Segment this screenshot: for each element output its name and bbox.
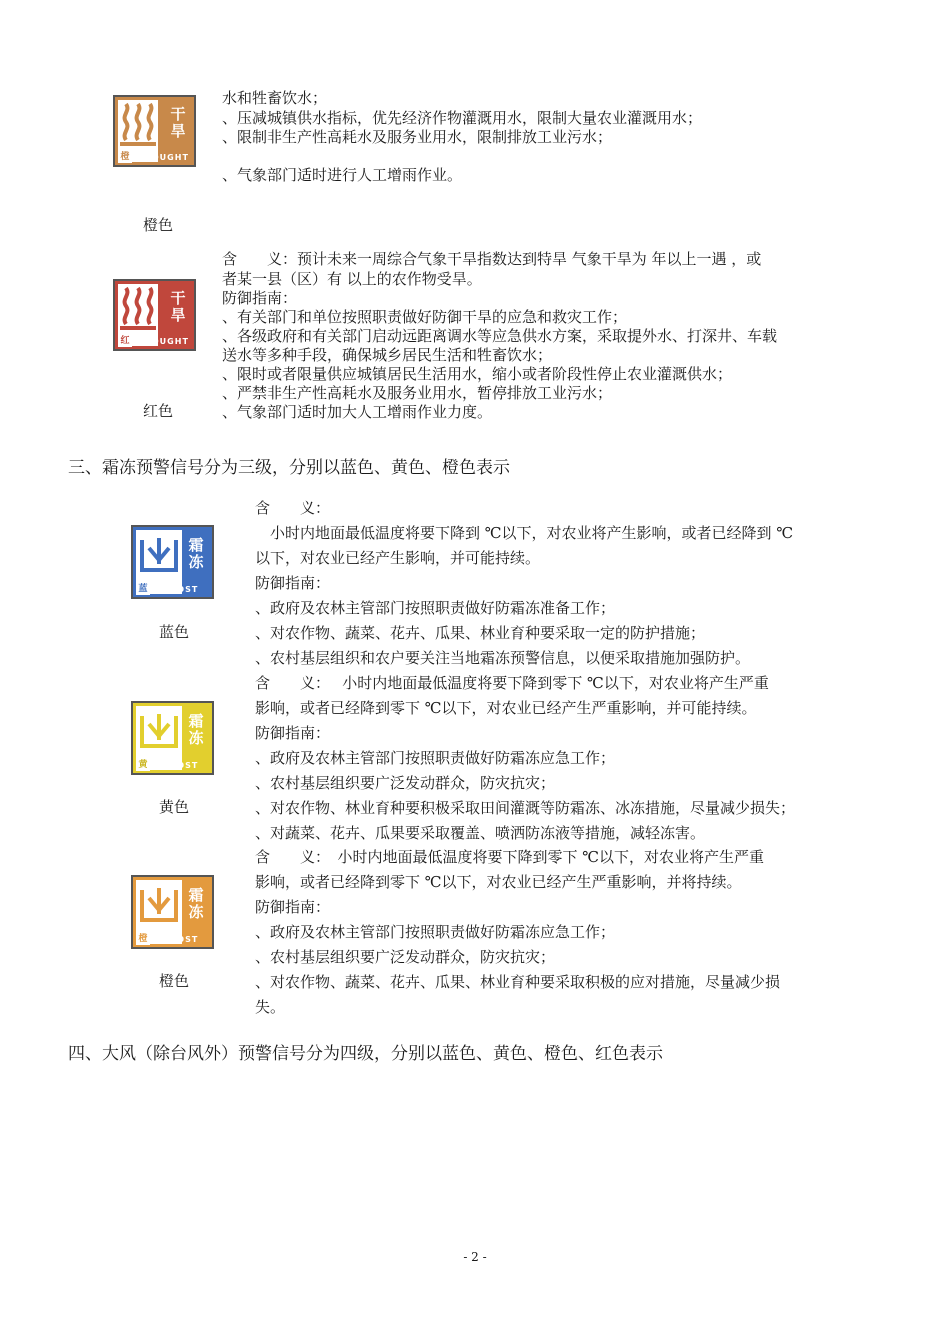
icon-char: 霜 bbox=[188, 536, 204, 554]
level-char: 橙 bbox=[136, 933, 150, 945]
color-label: 红色 bbox=[143, 402, 174, 420]
text-line: 、对农作物、蔬菜、花卉、瓜果、林业育种要采取一定的防护措施； bbox=[255, 624, 706, 642]
frost-orange-warning-icon bbox=[131, 875, 214, 949]
text-line: 以下，对农业已经产生影响，并可能持续。 bbox=[255, 549, 541, 567]
text-line: 、农村基层组织要广泛发动群众，防灾抗灾； bbox=[255, 948, 556, 966]
text-line: 、严禁非生产性高耗水及服务业用水，暂停排放工业污水； bbox=[222, 384, 613, 402]
text-line: 含 义：预计未来一周综合气象干旱指数达到特旱 气象干旱为 年以上一遇 ，或 bbox=[222, 250, 762, 268]
icon-english: FROST bbox=[163, 934, 199, 944]
icon-english: FROST bbox=[163, 584, 199, 594]
text-line: 、农村基层组织和农户要关注当地霜冻预警信息，以便采取措施加强防护。 bbox=[255, 649, 751, 667]
text-line: 防御指南： bbox=[255, 574, 331, 592]
frost-blue-warning-icon bbox=[131, 525, 214, 599]
text-line: 、气象部门适时进行人工增雨作业。 bbox=[222, 166, 463, 184]
text-line: 、各级政府和有关部门启动远距离调水等应急供水方案，采取提外水、打深井、车载 bbox=[222, 327, 778, 345]
icon-char: 干 bbox=[170, 289, 186, 307]
text-line: 失。 bbox=[255, 998, 286, 1016]
text-line: 防御指南： bbox=[255, 898, 331, 916]
text-line: 、压减城镇供水指标，优先经济作物灌溉用水，限制大量农业灌溉用水； bbox=[222, 109, 703, 127]
text-line: 、对农作物、蔬菜、花卉、瓜果、林业育种要采取积极的应对措施，尽量减少损 bbox=[255, 973, 781, 991]
text-line: 、限制非生产性高耗水及服务业用水，限制排放工业污水； bbox=[222, 128, 613, 146]
section-heading: 四、大风（除台风外）预警信号分为四级，分别以蓝色、黄色、橙色、红色表示 bbox=[68, 1044, 663, 1064]
text-line: 、政府及农林主管部门按照职责做好防霜冻应急工作； bbox=[255, 923, 616, 941]
text-line: 、气象部门适时加大人工增雨作业力度。 bbox=[222, 403, 493, 421]
icon-char: 干 bbox=[170, 105, 186, 123]
text-line: 影响，或者已经降到零下 ℃以下，对农业已经产生严重影响，并可能持续。 bbox=[255, 699, 757, 717]
level-char: 红 bbox=[118, 335, 132, 347]
icon-english: DROUGHT bbox=[137, 152, 189, 162]
icon-char: 霜 bbox=[188, 886, 204, 904]
text-line: 含 义： bbox=[255, 499, 331, 517]
section-heading: 三、霜冻预警信号分为三级，分别以蓝色、黄色、橙色表示 bbox=[68, 458, 510, 478]
text-line: 者某一县（区）有 以上的农作物受旱。 bbox=[222, 270, 482, 288]
text-line: 水和牲畜饮水； bbox=[222, 89, 328, 107]
text-line: 防御指南： bbox=[222, 289, 298, 307]
color-label: 橙色 bbox=[159, 972, 190, 990]
text-line: 、有关部门和单位按照职责做好防御干旱的应急和救灾工作； bbox=[222, 308, 628, 326]
icon-english: FROST bbox=[163, 760, 199, 770]
text-line: 含 义： 小时内地面最低温度将要下降到零下 ℃以下，对农业将产生严重 bbox=[255, 674, 769, 692]
color-label: 黄色 bbox=[159, 798, 190, 816]
icon-char: 冻 bbox=[188, 729, 204, 747]
icon-char: 旱 bbox=[170, 306, 186, 324]
frost-yellow-warning-icon bbox=[131, 701, 214, 775]
color-label: 橙色 bbox=[143, 216, 174, 234]
text-line: 、政府及农林主管部门按照职责做好防霜冻准备工作； bbox=[255, 599, 616, 617]
icon-char: 冻 bbox=[188, 903, 204, 921]
text-line: 、限时或者限量供应城镇居民生活用水，缩小或者阶段性停止农业灌溉供水； bbox=[222, 365, 733, 383]
level-char: 黄 bbox=[136, 759, 150, 771]
text-line: 影响，或者已经降到零下 ℃以下，对农业已经产生严重影响，并将持续。 bbox=[255, 873, 742, 891]
text-line: 防御指南： bbox=[255, 724, 331, 742]
text-line: 、对农作物、林业育种要积极采取田间灌溉等防霜冻、冰冻措施，尽量减少损失； bbox=[255, 799, 796, 817]
text-line: 送水等多种手段，确保城乡居民生活和牲畜饮水； bbox=[222, 346, 553, 364]
drought-orange-warning-icon bbox=[113, 95, 196, 167]
text-line: 、对蔬菜、花卉、瓜果要采取覆盖、喷洒防冻液等措施，减轻冻害。 bbox=[255, 824, 706, 842]
text-line: 小时内地面最低温度将要下降到 ℃以下，对农业将产生影响，或者已经降到 ℃ bbox=[255, 524, 794, 542]
level-char: 橙 bbox=[118, 151, 132, 163]
page-number: - 2 - bbox=[463, 1250, 487, 1264]
icon-char: 旱 bbox=[170, 122, 186, 140]
color-label: 蓝色 bbox=[159, 623, 190, 641]
icon-english: DROUGHT bbox=[137, 336, 189, 346]
text-line: 、政府及农林主管部门按照职责做好防霜冻应急工作； bbox=[255, 749, 616, 767]
icon-char: 霜 bbox=[188, 712, 204, 730]
text-line: 、农村基层组织要广泛发动群众，防灾抗灾； bbox=[255, 774, 556, 792]
text-line: 含 义： 小时内地面最低温度将要下降到零下 ℃以下，对农业将产生严重 bbox=[255, 848, 765, 866]
drought-red-warning-icon bbox=[113, 279, 196, 351]
level-char: 蓝 bbox=[136, 583, 150, 595]
icon-char: 冻 bbox=[188, 553, 204, 571]
